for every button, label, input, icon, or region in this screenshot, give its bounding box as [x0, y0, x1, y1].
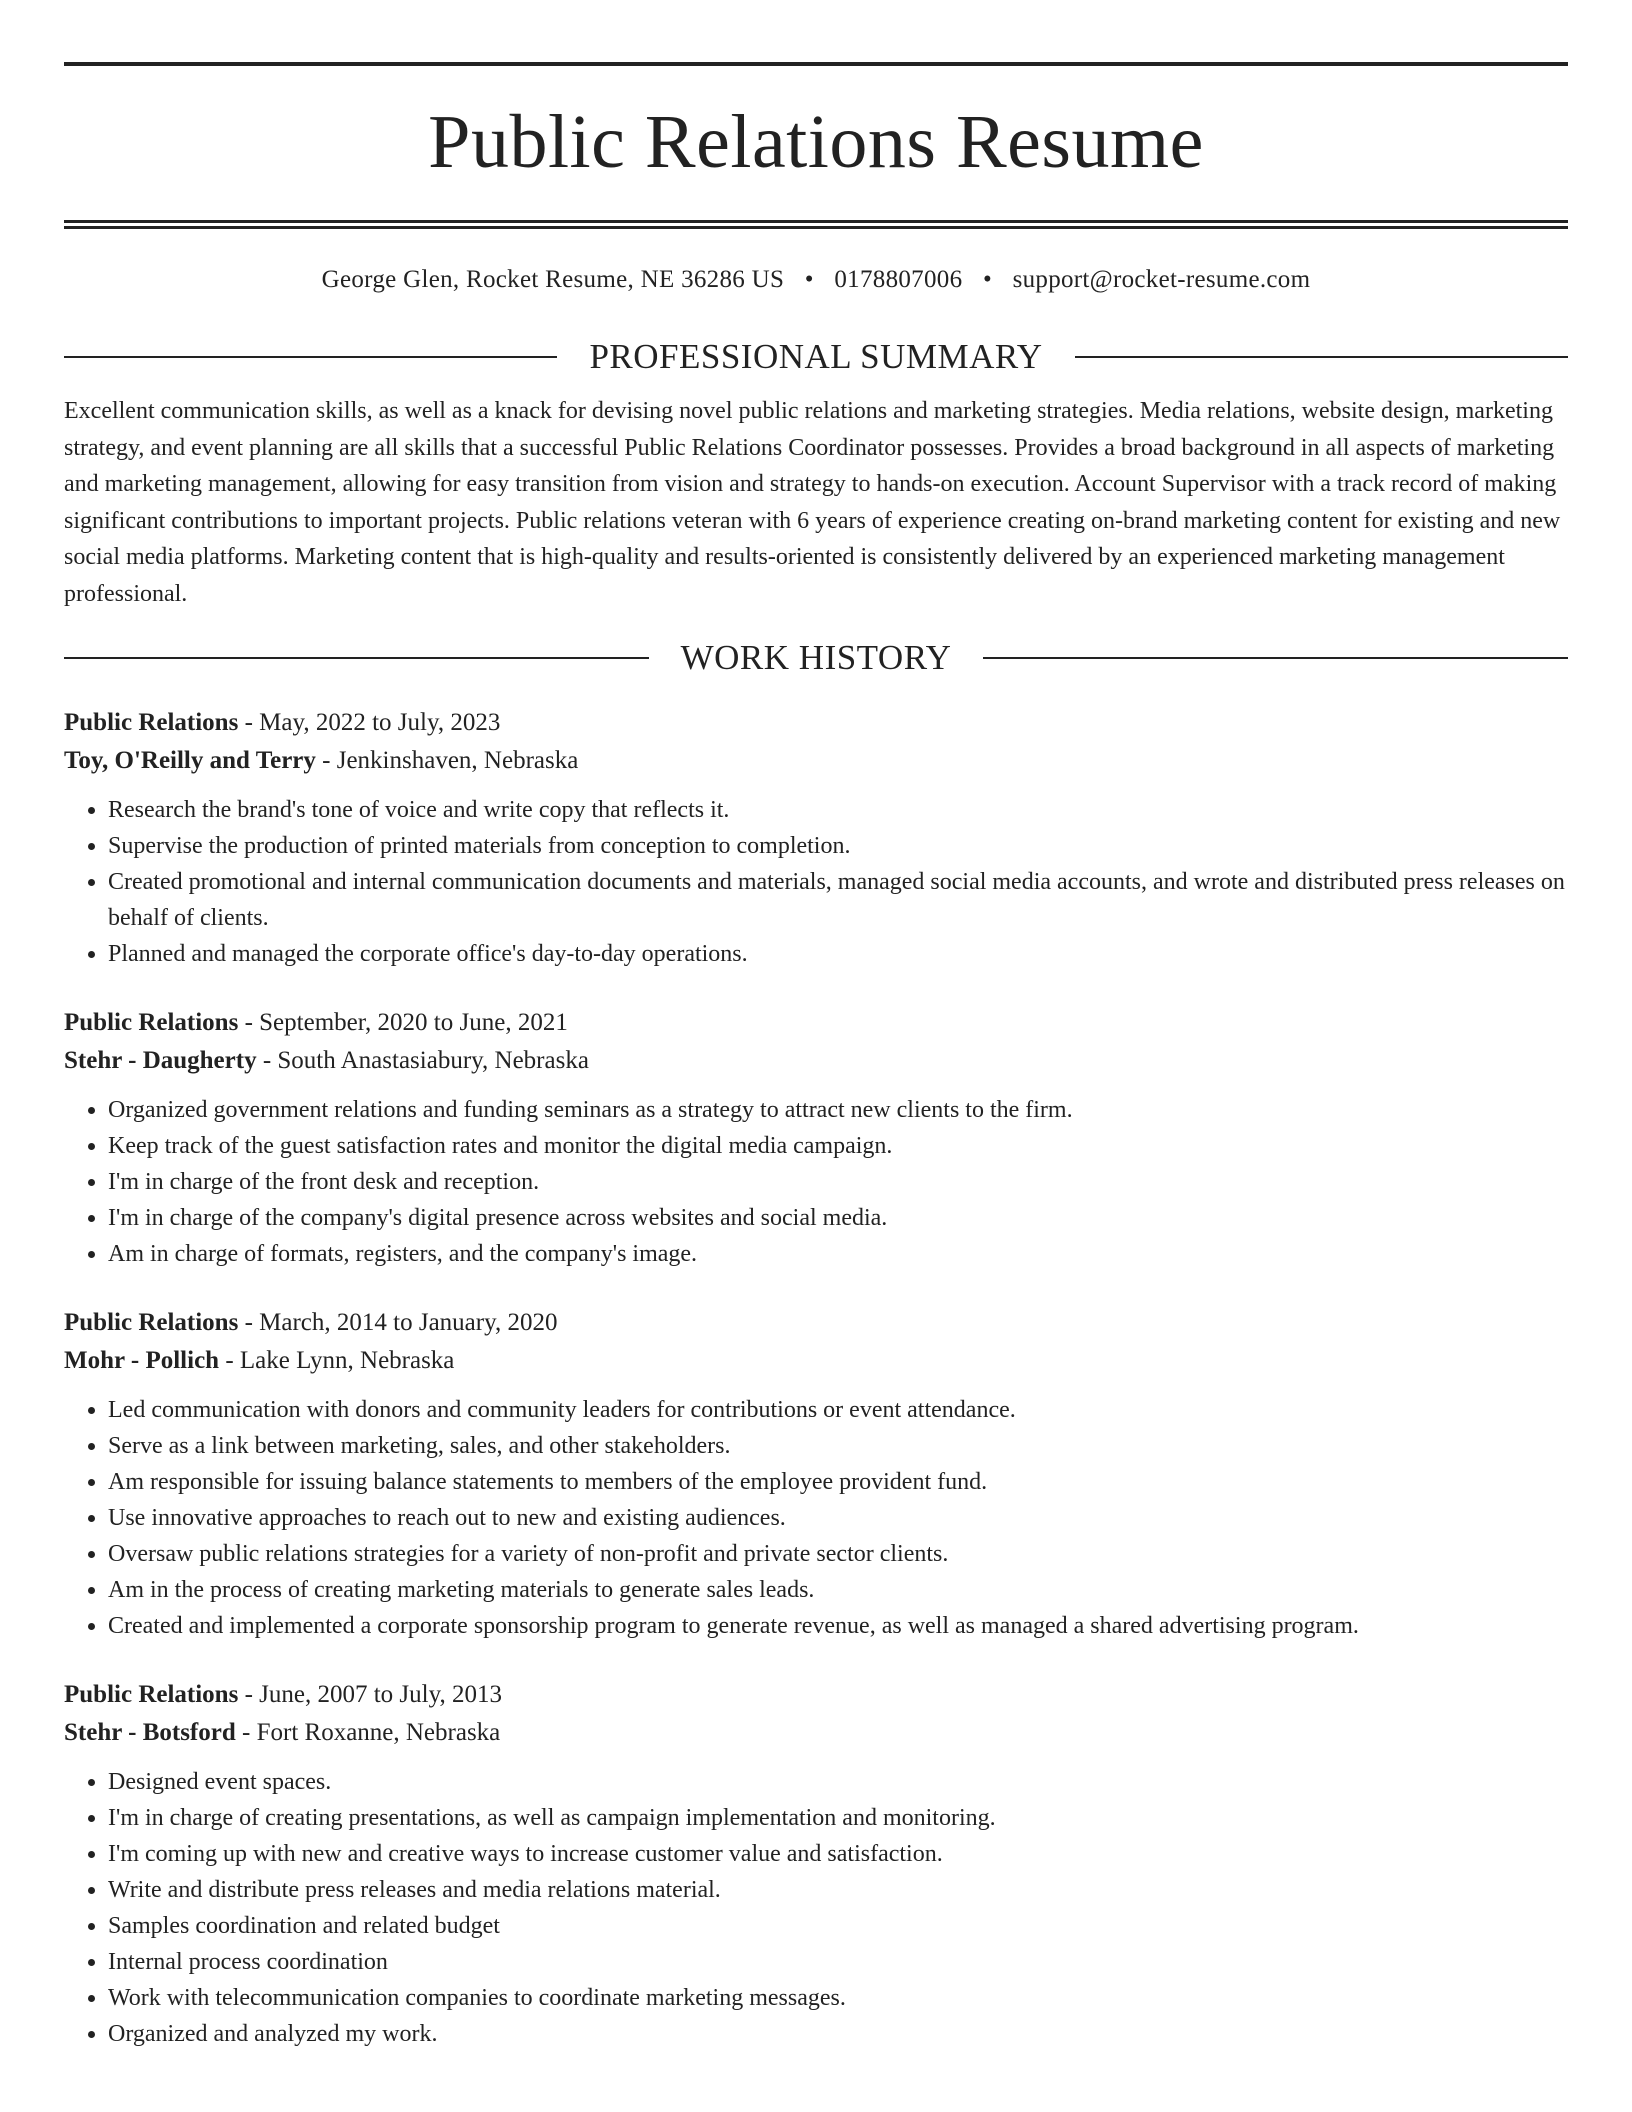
contact-line [64, 263, 1568, 297]
job-bullet: • Keep track of the guest satisfaction rates and monitor the digital media campaign. [108, 1128, 1568, 1164]
work-section-heading [64, 636, 1568, 680]
job-bullet: • Organized and analyzed my work. [108, 2016, 1568, 2052]
job-bullet: • Am responsible for issuing balance statements to members of the employee provident fund. [108, 1464, 1568, 1500]
top-rule [64, 62, 1568, 66]
summary-text: Excellent communication skills, as well as a knack for devising novel public relations and marketing strategies. Media relations, website design, marketing strategy, and event planning are all skills that a successful Public Relations Coordinator possesses. Provides a broad background in all aspects of marketing and marketing management, allowing for easy transition from vision and strategy to hands-on execution. Account Supervisor with a track record of making significant contributions to important projects. Public relations veteran with 6 years of experience creating on-brand marketing content for existing and new social media platforms. Marketing content that is high-quality and results-oriented is consistently delivered by an experienced marketing management professional. [64, 398, 1561, 607]
job-company: Stehr - Botsford [64, 1719, 236, 1746]
job-bullet: • Oversaw public relations strategies for a variety of non-profit and private sector clients. [108, 1536, 1568, 1572]
job-bullet: • I'm in charge of creating presentations, as well as campaign implementation and monitoring. [108, 1800, 1568, 1836]
job-company-line [64, 1042, 1568, 1080]
job-location: - Jenkinshaven, Nebraska [315, 747, 579, 774]
job-title: Public Relations [64, 1309, 239, 1336]
job-company: Mohr - Pollich [64, 1347, 220, 1374]
heading-rule-right [1075, 356, 1568, 358]
job-bullet: • Serve as a link between marketing, sales, and other stakeholders. [108, 1428, 1568, 1464]
job-bullets [64, 1092, 1568, 1272]
contact-address: George Glen, Rocket Resume, NE 36286 US [321, 266, 785, 293]
job-location: - Fort Roxanne, Nebraska [235, 1719, 501, 1746]
job-title: Public Relations [64, 1681, 239, 1708]
title-double-rule [64, 220, 1568, 229]
heading-rule-left [64, 657, 649, 659]
job-bullet: • Created promotional and internal communication documents and materials, managed social media accounts, and wrote and distributed press releases on behalf of clients. [108, 864, 1568, 936]
job-entry [64, 1676, 1568, 2052]
job-company: Toy, O'Reilly and Terry [64, 747, 316, 774]
job-bullets [64, 792, 1568, 972]
job-dates: - March, 2014 to January, 2020 [238, 1309, 558, 1336]
job-entry [64, 1304, 1568, 1644]
contact-separator: • [804, 266, 814, 293]
job-title: Public Relations [64, 1009, 239, 1036]
job-entry [64, 704, 1568, 972]
job-bullet: • Planned and managed the corporate office's day-to-day operations. [108, 936, 1568, 972]
job-bullet: • Supervise the production of printed materials from conception to completion. [108, 828, 1568, 864]
job-title-line [64, 704, 1568, 742]
job-bullet: • I'm coming up with new and creative ways to increase customer value and satisfaction. [108, 1836, 1568, 1872]
summary-heading-label: PROFESSIONAL SUMMARY [589, 337, 1043, 376]
job-title-line [64, 1304, 1568, 1342]
heading-rule-right [983, 657, 1568, 659]
job-company-line [64, 742, 1568, 780]
job-bullet: • Use innovative approaches to reach out to new and existing audiences. [108, 1500, 1568, 1536]
job-title: Public Relations [64, 709, 239, 736]
job-bullet: • Samples coordination and related budget [108, 1908, 1568, 1944]
contact-separator: • [982, 266, 992, 293]
contact-email[interactable]: support@rocket-resume.com [1012, 266, 1311, 293]
heading-rule-left [64, 356, 557, 358]
job-bullet: • Research the brand's tone of voice and write copy that reflects it. [108, 792, 1568, 828]
summary-section-heading [64, 335, 1568, 379]
job-company-line [64, 1342, 1568, 1380]
job-company: Stehr - Daugherty [64, 1047, 257, 1074]
job-bullet: • Created and implemented a corporate sponsorship program to generate revenue, as well as managed a shared advertising program. [108, 1608, 1568, 1644]
job-bullet: • Organized government relations and funding seminars as a strategy to attract new clients to the firm. [108, 1092, 1568, 1128]
job-title-line [64, 1676, 1568, 1714]
job-bullets [64, 1764, 1568, 2052]
job-bullet: • Designed event spaces. [108, 1764, 1568, 1800]
job-bullet: • I'm in charge of the front desk and reception. [108, 1164, 1568, 1200]
work-history-list [64, 704, 1568, 2052]
job-bullet: • Internal process coordination [108, 1944, 1568, 1980]
work-heading-label: WORK HISTORY [680, 638, 952, 677]
job-bullet: • Work with telecommunication companies to coordinate marketing messages. [108, 1980, 1568, 2016]
job-bullet: • Am in the process of creating marketing materials to generate sales leads. [108, 1572, 1568, 1608]
job-location: - South Anastasiabury, Nebraska [256, 1047, 589, 1074]
resume-title: Public Relations Resume [428, 100, 1204, 184]
contact-phone[interactable]: 0178807006 [834, 266, 963, 293]
job-entry [64, 1004, 1568, 1272]
job-dates: - June, 2007 to July, 2013 [238, 1681, 502, 1708]
job-bullets [64, 1392, 1568, 1644]
job-dates: - September, 2020 to June, 2021 [238, 1009, 568, 1036]
job-location: - Lake Lynn, Nebraska [219, 1347, 455, 1374]
job-bullet: • Am in charge of formats, registers, and the company's image. [108, 1236, 1568, 1272]
job-title-line [64, 1004, 1568, 1042]
job-bullet: • Write and distribute press releases and media relations material. [108, 1872, 1568, 1908]
job-bullet: • I'm in charge of the company's digital presence across websites and social media. [108, 1200, 1568, 1236]
job-dates: - May, 2022 to July, 2023 [238, 709, 501, 736]
job-bullet: • Led communication with donors and community leaders for contributions or event attendance. [108, 1392, 1568, 1428]
job-company-line [64, 1714, 1568, 1752]
